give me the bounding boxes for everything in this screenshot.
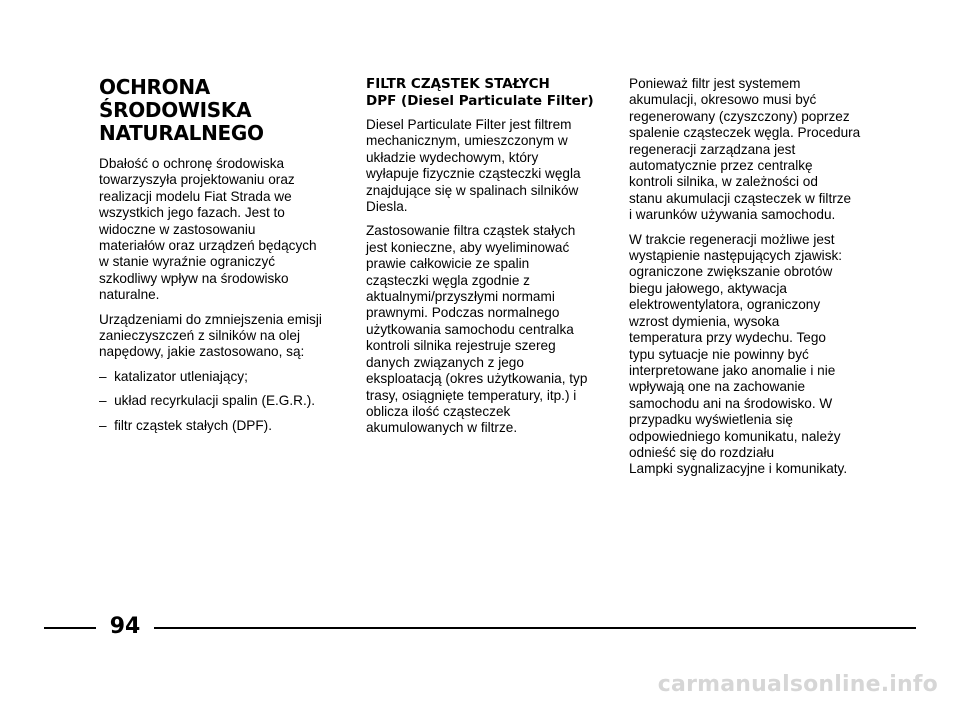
list-item: – układ recyrkulacji spalin (E.G.R.). [99,393,316,409]
paragraph: Urządzeniami do zmniejszenia emisji zanieczyszczeń z silników na olej napędowy, jakie zastosowano, są: [99,311,322,360]
column-dpf [366,76,596,445]
paragraph: Dbałość o ochronę środowiska towarzyszyła projektowaniu oraz realizacji modelu Fiat Strada we wszystkich jego fazach. Jest to widoczne w zastosowaniu materiałów oraz urządzeń będących w stanie wyraźnie ograniczyć szkodliwy wpływ na środowisko naturalne. [99,156,317,303]
title-line: FILTR CZĄSTEK STAŁYCH [366,76,550,92]
column-environment [99,76,334,442]
device-list [99,369,334,434]
paragraph: Diesel Particulate Filter jest filtrem mechanicznym, umieszczonym w układzie wydechowym, który wyłapuje fizycznie cząsteczki węgla znajdujące się w spalinach silników Diesla. [366,117,581,215]
paragraph: Zastosowanie filtra cząstek stałych jest konieczne, aby wyeliminować prawie całkowicie ze spalin cząsteczki węgla zgodnie z aktualnymi/przyszłymi normami prawnymi. Podczas normalnego użytkowania samochodu centralka kontroli silnika rejestruje szereg danych związanych z jego eksploatacją (okres użytkowania, typ trasy, osiągnięte temperatury, itp.) i oblicza ilość cząsteczek akumulowanych w filtrze. [366,223,588,436]
paragraph: Ponieważ filtr jest systemem akumulacji, okresowo musi być regenerowany (czyszczony) poprzez spalenie cząsteczek węgla. Procedura regeneracji zarządzana jest automatycznie przez centralkę kontroli silnika, w zależności od stanu akumulacji cząsteczek w filtrze i warunków używania samochodu. [629,76,861,223]
column-regeneration [629,76,864,486]
paragraph: W trakcie regeneracji możliwe jest wystąpienie następujących zjawisk: ograniczone zwiększanie obrotów biegu jałowego, aktywacja elektrowentylatora, ograniczony wzrost dymienia, wysoka temperatura przy wydechu. Tego typu sytuacje nie powinny być interpretowane jako anomalie i nie wpływają one na zachowanie samochodu ani na środowisko. W przypadku wyświetlenia się odpowiedniego komunikatu, należy odnieść się do rozdziału Lampki sygnalizacyjne i komunikaty. [629,231,848,477]
footer-rule-left [44,627,96,629]
footer-rule-right [154,627,916,629]
section-title-dpf [366,76,596,110]
page-number: 94 [109,614,141,639]
page-footer [0,612,960,642]
title-line: ŚRODOWISKA [99,98,252,122]
section-title-environment [99,76,334,145]
list-item: – filtr cząstek stałych (DPF). [99,417,272,433]
list-item: – katalizator utleniający; [99,368,248,384]
title-line: DPF (Diesel Particulate Filter) [366,93,594,109]
title-line: NATURALNEGO [99,121,264,145]
title-line: OCHRONA [99,75,210,99]
watermark: carmanualsonline.info [657,672,938,697]
